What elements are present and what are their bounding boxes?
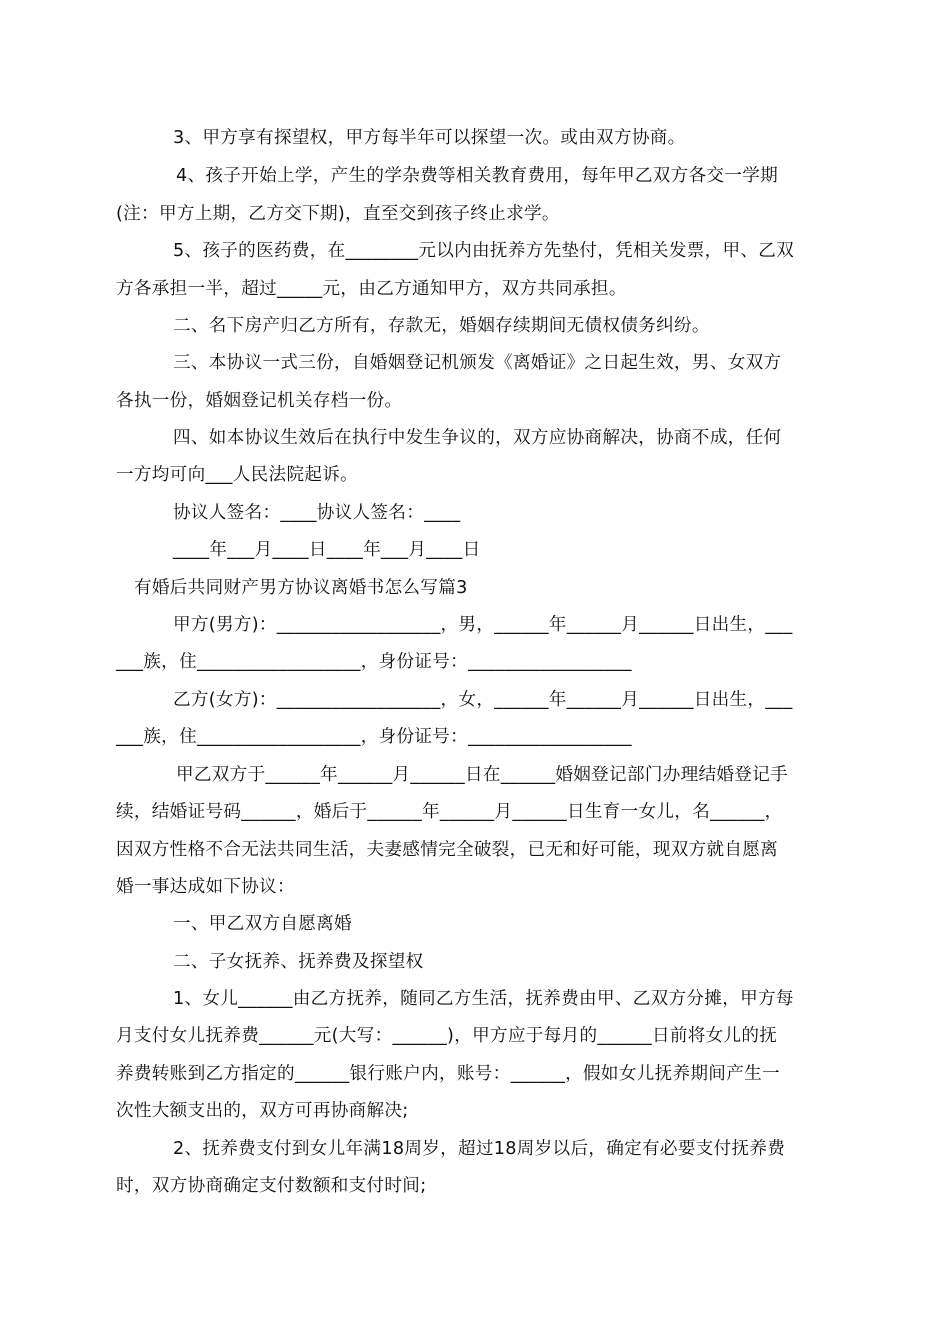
text-line: 续，结婚证号码______，婚后于______年______月______日生育一女儿，名______， [116, 802, 783, 822]
text-line: 四、如本协议生效后在执行中发生争议的，双方应协商解决，协商不成，任何 [173, 428, 782, 448]
text-line: 因双方性格不合无法共同生活，夫妻感情完全破裂，已无和好可能，现双方就自愿离 [116, 840, 779, 860]
signature-line: 协议人签名：____协议人签名：____ [173, 503, 461, 523]
text-line: 乙方(女方)：__________________，女，______年______月______日出生，___ [173, 690, 793, 710]
text-line: 一、甲乙双方自愿离婚 [173, 914, 352, 934]
text-line: 二、名下房产归乙方所有，存款无，婚姻存续期间无债权债务纠纷。 [173, 316, 710, 336]
text-line: 次性大额支出的，双方可再协商解决; [116, 1101, 409, 1121]
text-line: 各执一份，婚姻登记机关存档一份。 [116, 391, 403, 411]
text-line: 2、抚养费支付到女儿年满18周岁，超过18周岁以后，确定有必要支付抚养费 [173, 1139, 786, 1159]
text-line: 方各承担一半，超过_____元，由乙方通知甲方，双方共同承担。 [116, 279, 627, 299]
text-line: 4、孩子开始上学，产生的学杂费等相关教育费用，每年甲乙双方各交一学期 [176, 166, 778, 186]
text-line: 婚一事达成如下协议： [116, 877, 295, 897]
text-line: 3、甲方享有探望权，甲方每半年可以探望一次。或由双方协商。 [173, 128, 686, 148]
text-line: 三、本协议一式三份，自婚姻登记机颁发《离婚证》之日起生效，男、女双方 [173, 353, 782, 373]
section-title: 有婚后共同财产男方协议离婚书怎么写篇3 [134, 578, 468, 598]
text-line: 1、女儿______由乙方抚养，随同乙方生活，抚养费由甲、乙双方分摊，甲方每 [173, 989, 794, 1009]
text-line: 养费转账到乙方指定的______银行账户内，账号：______，假如女儿抚养期间产生一 [116, 1064, 780, 1084]
date-line: ____年___月____日____年___月____日 [173, 540, 481, 560]
text-line: 月支付女儿抚养费______元(大写：______)，甲方应于每月的______日前将女儿的抚 [116, 1026, 778, 1046]
text-line: 5、孩子的医药费，在________元以内由抚养方先垫付，凭相关发票，甲、乙双 [173, 241, 795, 261]
text-line: ___族，住__________________，身份证号：__________________ [116, 727, 632, 747]
text-line: 甲方(男方)：__________________，男，______年______月______日出生，___ [173, 615, 793, 635]
text-line: 一方均可向___人民法院起诉。 [116, 465, 359, 485]
text-line: 时，双方协商确定支付数额和支付时间; [116, 1176, 427, 1196]
text-line: 甲乙双方于______年______月______日在______婚姻登记部门办理结婚登记手 [176, 765, 788, 785]
text-line: (注：甲方上期，乙方交下期)，直至交到孩子终止求学。 [116, 204, 560, 224]
text-line: 二、子女抚养、抚养费及探望权 [173, 952, 424, 972]
text-line: ___族，住__________________，身份证号：__________________ [116, 652, 632, 672]
